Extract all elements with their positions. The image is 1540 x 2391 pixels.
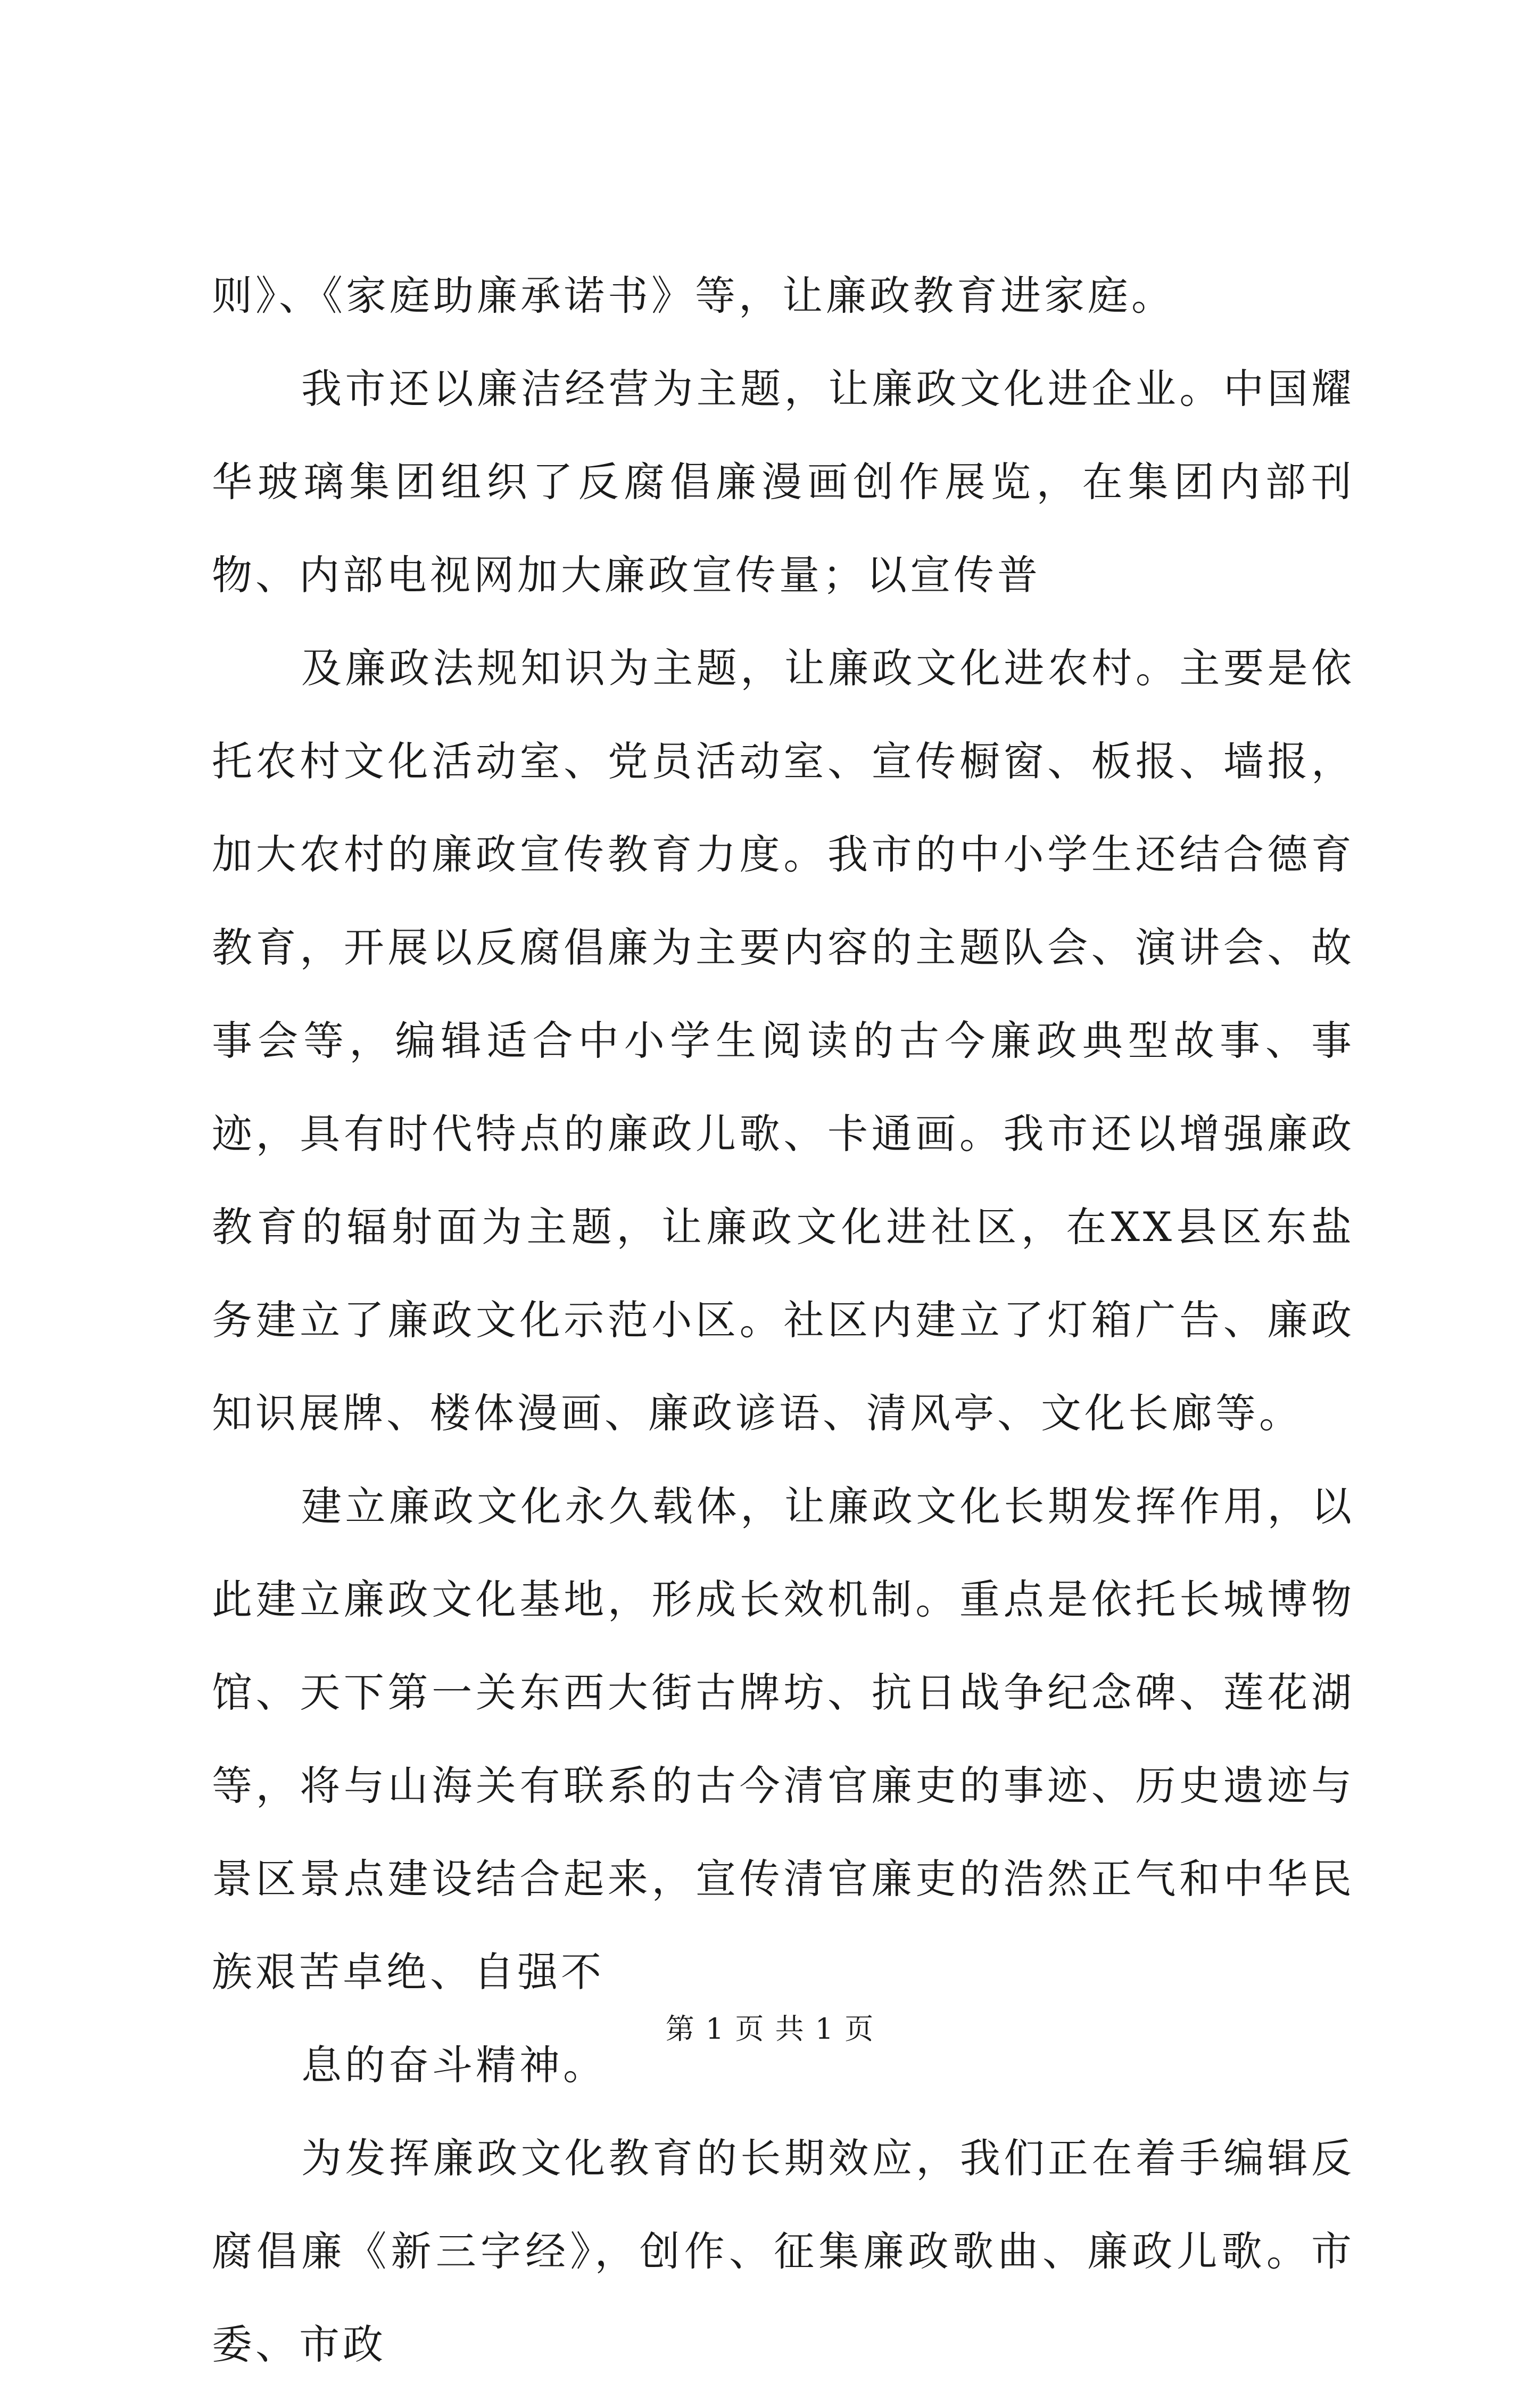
page-number-footer: 第 1 页 共 1 页 [665,2012,875,2046]
document-body [212,249,1355,2391]
paragraph-2: 我市还以廉洁经营为主题，让廉政文化进企业。中国耀华玻璃集团组织了反腐倡廉漫画创作展览，在集团内部刊物、内部电视网加大廉政宣传量；以宣传普 [212,365,1355,599]
paragraph-1: 则》、《家庭助廉承诺书》等，让廉政教育进家庭。 [212,272,1175,319]
paragraph-3: 及廉政法规知识为主题，让廉政文化进农村。主要是依托农村文化活动室、党员活动室、宣传橱窗、板报、墙报，加大农村的廉政宣传教育力度。我市的中小学生还结合德育教育，开展以反腐倡廉为主要内容的主题队会、演讲会、故事会等，编辑适合中小学生阅读的古今廉政典型故事、事迹，具有时代特点的廉政儿歌、卡通画。我市还以增强廉政教育的辐射面为主题，让廉政文化进社区，在XX县区东盐务建立了廉政文化示范小区。社区内建立了灯箱广告、廉政知识展牌、楼体漫画、廉政谚语、清风亭、文化长廊等。 [212,644,1355,1437]
paragraph-4: 建立廉政文化永久载体，让廉政文化长期发挥作用，以此建立廉政文化基地，形成长效机制。重点是依托长城博物馆、天下第一关东西大街古牌坊、抗日战争纪念碑、莲花湖等，将与山海关有联系的古今清官廉吏的事迹、历史遗迹与景区景点建设结合起来，宣传清官廉吏的浩然正气和中华民族艰苦卓绝、自强不 [212,1483,1355,1996]
paragraph-5: 息的奋斗精神。 [301,2041,607,2089]
paragraph-6: 为发挥廉政文化教育的长期效应，我们正在着手编辑反腐倡廉《新三字经》，创作、征集廉政歌曲、廉政儿歌。市委、市政 [212,2134,1355,2368]
